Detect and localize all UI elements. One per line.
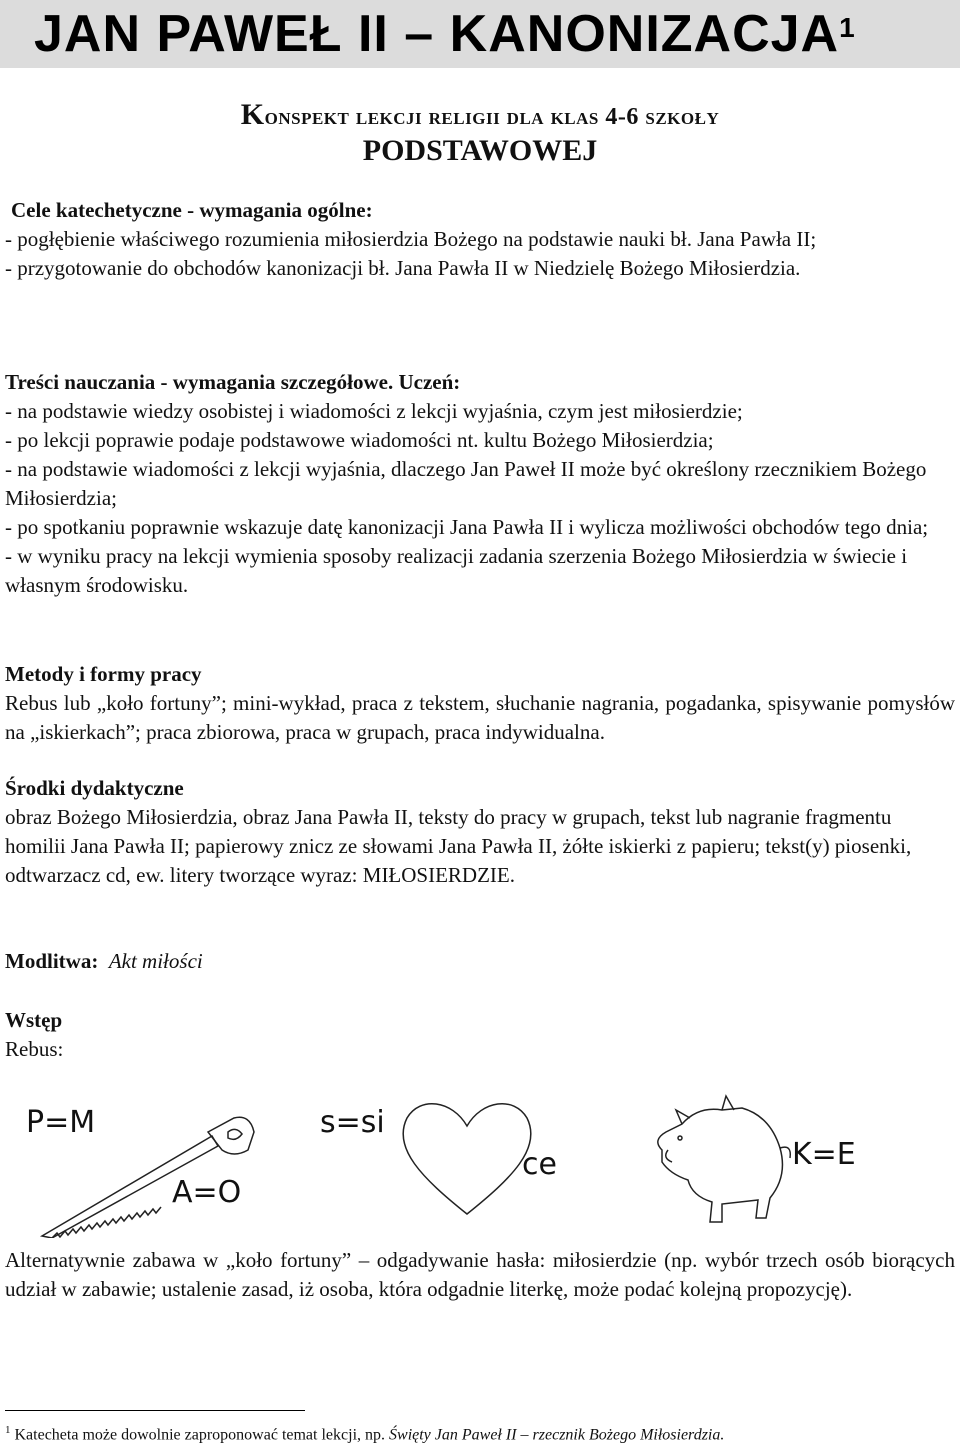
srodki-heading: Środki dydaktyczne xyxy=(5,776,184,800)
heart-icon xyxy=(403,1104,531,1214)
alternatywnie-text: Alternatywnie zabawa w „koło fortuny” – odgadywanie hasła: miłosierdzie (np. wybór trzech osób biorących udział w zabawie; ustalenie zasad, iż osoba, która odgadnie literkę, może podać kolejną propozycję). xyxy=(5,1248,955,1301)
document-title-line2: PODSTAWOWEJ xyxy=(362,134,598,167)
boar-icon xyxy=(658,1096,790,1222)
footnote-divider xyxy=(5,1410,305,1411)
section-wstep xyxy=(5,1006,955,1064)
footnote-mark: 1 xyxy=(5,1424,11,1436)
tresci-line-4: - po spotkaniu poprawnie wskazuje datę kanonizacji Jana Pawła II i wylicza możliwości obchodów tego dnia; xyxy=(5,515,929,539)
footnote xyxy=(5,1420,724,1445)
srodki-text: obraz Bożego Miłosierdzia, obraz Jana Pawła II, teksty do pracy w grupach, tekst lub nagranie fragmentu homilii Jana Pawła II; papierowy znicz ze słowami Jana Pawła II, żółte iskierki z papieru; tekst(y) piosenki, odtwarzacz cd, ew. litery tworzące wyraz: MIŁOSIERDZIE. xyxy=(5,805,912,887)
metody-text: Rebus lub „koło fortuny”; mini-wykład, praca z tekstem, słuchanie nagrania, pogadanka, spisywanie pomysłów na „iskierkach”; praca zbiorowa, praca w grupach, praca indywidualna. xyxy=(5,691,955,744)
title-initial: K xyxy=(240,98,265,131)
banner-title-text: JAN PAWEŁ II – KANONIZACJA xyxy=(34,5,840,63)
tresci-line-5: - w wyniku pracy na lekcji wymienia sposoby realizacji zadania szerzenia Bożego Miłosierdzia w świecie i własnym środowisku. xyxy=(5,544,908,597)
title-banner xyxy=(0,0,960,68)
rebus-a-equals-o: A=O xyxy=(172,1175,242,1210)
rebus-s-equals-si: s=si xyxy=(320,1105,385,1140)
title-rest: onspekt lekcji religii dla klas 4-6 szkoły xyxy=(264,104,720,130)
tresci-heading: Treści nauczania - wymagania szczegółowe. Uczeń: xyxy=(5,370,461,394)
wstep-sub: Rebus: xyxy=(5,1037,64,1061)
footnote-ref: 1 xyxy=(839,12,856,43)
tresci-line-3: - na podstawie wiadomości z lekcji wyjaśnia, dlaczego Jan Paweł II może być określony rzecznikiem Bożego Miłosierdzia; xyxy=(5,457,927,510)
rebus-illustration xyxy=(22,1088,922,1238)
cele-line-2: - przygotowanie do obchodów kanonizacji bł. Jana Pawła II w Niedzielę Bożego Miłosierdzia. xyxy=(5,256,801,280)
metody-heading: Metody i formy pracy xyxy=(5,662,202,686)
section-tresci xyxy=(5,368,955,600)
document-title-line1 xyxy=(0,98,960,132)
modlitwa-title: Akt miłości xyxy=(108,949,203,973)
section-srodki xyxy=(5,774,955,890)
cele-heading: Cele katechetyczne - wymagania ogólne: xyxy=(11,198,373,222)
section-alternatywnie xyxy=(5,1246,955,1304)
section-modlitwa xyxy=(5,947,955,976)
tresci-line-1: - na podstawie wiedzy osobistej i wiadomości z lekcji wyjaśnia, czym jest miłosierdzie; xyxy=(5,399,743,423)
rebus-k-equals-e: K=E xyxy=(792,1137,856,1172)
banner-title xyxy=(34,4,856,64)
section-cele xyxy=(5,196,955,283)
modlitwa-heading: Modlitwa: xyxy=(5,949,99,973)
rebus-p-equals-m: P=M xyxy=(26,1105,96,1140)
cele-line-1: - pogłębienie właściwego rozumienia miłosierdzia Bożego na podstawie nauki bł. Jana Pawła II; xyxy=(5,227,817,251)
footnote-text: Katecheta może dowolnie zaproponować temat lekcji, np. xyxy=(10,1426,390,1444)
section-metody xyxy=(5,660,955,747)
tresci-line-2: - po lekcji poprawie podaje podstawowe wiadomości nt. kultu Bożego Miłosierdzia; xyxy=(5,428,714,452)
footnote-italic: Święty Jan Paweł II – rzecznik Bożego Miłosierdzia. xyxy=(389,1426,725,1444)
rebus-ce: ce xyxy=(522,1147,557,1182)
wstep-heading: Wstęp xyxy=(5,1008,63,1032)
